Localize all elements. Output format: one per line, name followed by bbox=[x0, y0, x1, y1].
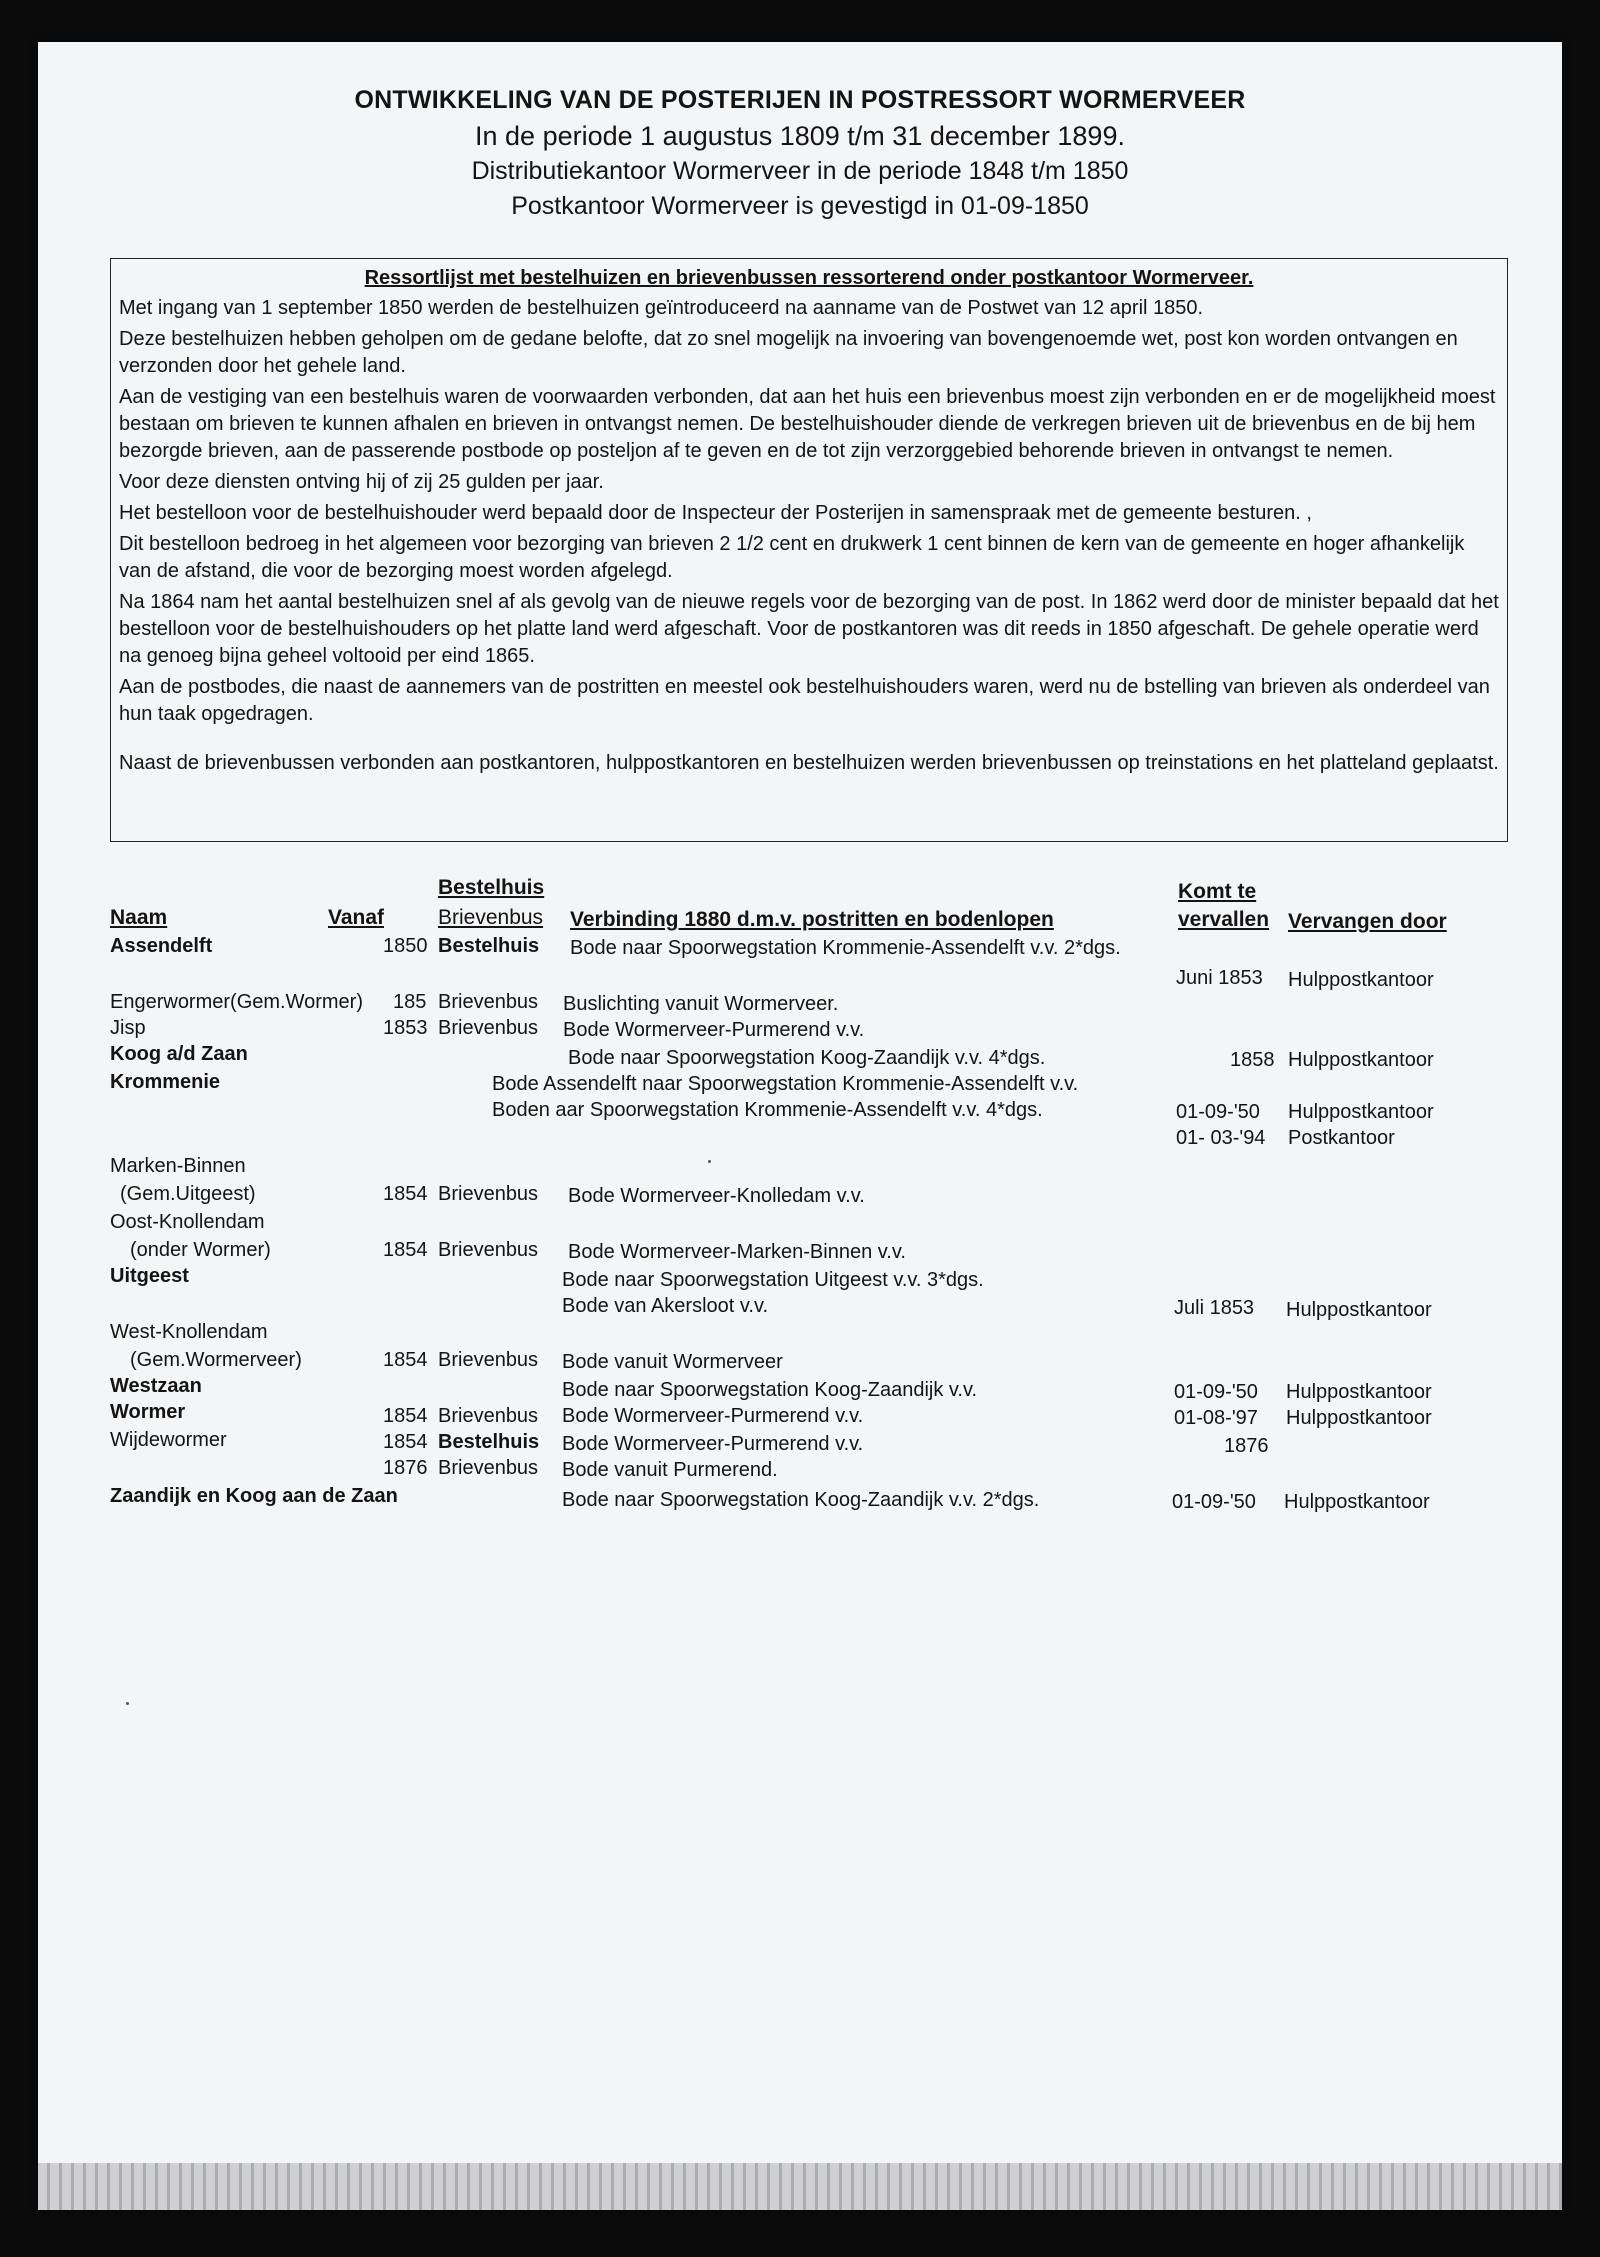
row-type: Brievenbus bbox=[438, 1017, 539, 1039]
row-vervangen: Postkantoor bbox=[1288, 1127, 1395, 1149]
row-naam-sub: (onder Wormer) bbox=[130, 1239, 271, 1261]
row-komt: 1876 bbox=[1224, 1435, 1269, 1457]
header-type-bottom: Brievenbus bbox=[438, 906, 544, 929]
row-naam: Oost-Knollendam bbox=[110, 1211, 265, 1233]
intro-paragraph: Dit bestelloon bedroeg in het algemeen voor bezorging van brieven 2 1/2 cent en drukwerk 1 cent binnen de kern van de gemeente en hoger afhankelijk van de afstand, die voor de bezorging moest worden afgelegd. bbox=[119, 533, 1465, 582]
row-vervangen: Hulppostkantoor bbox=[1288, 969, 1434, 991]
row-type: Brievenbus bbox=[438, 991, 539, 1013]
page-subtitle-postkantoor: Postkantoor Wormerveer is gevestigd in 01-09-1850 bbox=[511, 192, 1089, 220]
intro-paragraph: Voor deze diensten ontving hij of zij 25 gulden per jaar. bbox=[119, 471, 604, 493]
row-verbinding: Bode van Akersloot v.v. bbox=[562, 1295, 769, 1317]
row-komt: 01- 03-'94 bbox=[1176, 1127, 1266, 1149]
row-vanaf: 185 bbox=[393, 991, 427, 1013]
header-naam: Naam bbox=[110, 906, 168, 929]
page-title: ONTWIKKELING VAN DE POSTERIJEN IN POSTRESSORT WORMERVEER bbox=[354, 86, 1246, 114]
row-vervangen: Hulppostkantoor bbox=[1288, 1101, 1434, 1123]
row-komt: Juli 1853 bbox=[1174, 1297, 1255, 1319]
header-verbinding: Verbinding 1880 d.m.v. postritten en bodenlopen bbox=[570, 908, 1054, 931]
row-verbinding: Bode naar Spoorwegstation Koog-Zaandijk v.v. 2*dgs. bbox=[562, 1489, 1040, 1511]
page-subtitle-distributiekantoor: Distributiekantoor Wormerveer in de periode 1848 t/m 1850 bbox=[471, 157, 1129, 185]
page bbox=[38, 42, 1562, 2162]
intro-paragraph: Deze bestelhuizen hebben geholpen om de gedane belofte, dat zo snel mogelijk na invoering van bovengenoemde wet, post kon worden ontvangen en verzonden door het gehele land. bbox=[119, 328, 1458, 377]
intro-paragraph: Aan de postbodes, die naast de aannemers van de postritten en meestel ook bestelhuishouders waren, werd nu de bstelling van brieven als onderdeel van hun taak opgedragen. bbox=[119, 676, 1490, 725]
row-komt: 1858 bbox=[1230, 1049, 1275, 1071]
row-naam: Marken-Binnen bbox=[110, 1155, 246, 1177]
row-type: Bestelhuis bbox=[438, 1431, 540, 1453]
row-verbinding: Bode naar Spoorwegstation Koog-Zaandijk v.v. bbox=[562, 1379, 978, 1401]
row-verbinding: Bode vanuit Purmerend. bbox=[562, 1459, 778, 1481]
row-verbinding: Boden aar Spoorwegstation Krommenie-Assendelft v.v. 4*dgs. bbox=[492, 1099, 1043, 1121]
row-vanaf: 1876 bbox=[383, 1457, 428, 1479]
binder-edge bbox=[38, 2163, 1562, 2210]
header-komt-top: Komt te bbox=[1178, 880, 1257, 903]
row-naam: Westzaan bbox=[110, 1375, 202, 1397]
row-komt: 01-08-'97 bbox=[1174, 1407, 1258, 1429]
row-verbinding: Bode naar Spoorwegstation Koog-Zaandijk v.v. 4*dgs. bbox=[568, 1047, 1046, 1069]
row-verbinding: Bode Wormerveer-Purmerend v.v. bbox=[562, 1405, 864, 1427]
row-komt: 01-09-'50 bbox=[1174, 1381, 1258, 1403]
row-type: Brievenbus bbox=[438, 1349, 539, 1371]
header-vanaf: Vanaf bbox=[328, 906, 385, 929]
row-naam: Uitgeest bbox=[110, 1265, 189, 1287]
row-vervangen: Hulppostkantoor bbox=[1286, 1299, 1432, 1321]
row-vanaf: 1853 bbox=[383, 1017, 428, 1039]
row-komt: 01-09-'50 bbox=[1176, 1101, 1260, 1123]
row-vanaf: 1854 bbox=[383, 1405, 428, 1427]
row-verbinding: Bode Assendelft naar Spoorwegstation Krommenie-Assendelft v.v. bbox=[492, 1073, 1079, 1095]
row-naam: Assendelft bbox=[110, 935, 213, 957]
speck-mark bbox=[708, 1160, 711, 1163]
intro-paragraph: Aan de vestiging van een bestelhuis waren de voorwaarden verbonden, dat aan het huis een brievenbus moest zijn verbonden en er de mogelijkheid moest bestaan om brieven te kunnen afhalen en brieven in ontvangst nemen. De bestelhuishouder diende de verkregen brieven uit de brievenbus en de bij hem bezorgde brieven, aan de passerende postbode op posteljon af te geven en de tot zijn verzorggebied behorende brieven in ontvangst te nemen. bbox=[119, 386, 1496, 462]
row-vanaf: 1850 bbox=[383, 935, 428, 957]
header-vervangen: Vervangen door bbox=[1288, 910, 1447, 933]
row-naam: Wormer bbox=[110, 1401, 186, 1423]
row-vervangen: Hulppostkantoor bbox=[1284, 1491, 1430, 1513]
row-komt: 01-09-'50 bbox=[1172, 1491, 1256, 1513]
row-verbinding: Buslichting vanuit Wormerveer. bbox=[563, 993, 839, 1015]
row-vervangen: Hulppostkantoor bbox=[1288, 1049, 1434, 1071]
row-verbinding: Bode Wormerveer-Purmerend v.v. bbox=[563, 1019, 865, 1041]
speck-mark bbox=[126, 1702, 129, 1705]
ressort-table bbox=[38, 42, 1562, 2162]
row-vanaf: 1854 bbox=[383, 1349, 428, 1371]
row-type: Brievenbus bbox=[438, 1183, 539, 1205]
row-type: Brievenbus bbox=[438, 1405, 539, 1427]
row-naam-sub: (Gem.Uitgeest) bbox=[120, 1183, 256, 1205]
row-verbinding: Bode Wormerveer-Purmerend v.v. bbox=[562, 1433, 864, 1455]
row-naam-sub: (Gem.Wormerveer) bbox=[130, 1349, 302, 1371]
row-verbinding: Bode Wormerveer-Marken-Binnen v.v. bbox=[568, 1241, 906, 1263]
row-komt: Juni 1853 bbox=[1176, 967, 1263, 989]
row-type: Brievenbus bbox=[438, 1457, 539, 1479]
intro-paragraph: Met ingang van 1 september 1850 werden de bestelhuizen geïntroduceerd na aanname van de Postwet van 12 april 1850. bbox=[119, 297, 1204, 319]
row-vervangen: Hulppostkantoor bbox=[1286, 1407, 1432, 1429]
row-naam: Wijdewormer bbox=[110, 1429, 227, 1451]
page-subtitle-period: In de periode 1 augustus 1809 t/m 31 december 1899. bbox=[475, 121, 1125, 151]
intro-paragraph: Naast de brievenbussen verbonden aan postkantoren, hulppostkantoren en bestelhuizen werden brievenbussen op treinstations en het platteland geplaatst. bbox=[119, 752, 1499, 774]
row-naam: Engerwormer(Gem.Wormer) bbox=[110, 991, 363, 1013]
intro-title: Ressortlijst met bestelhuizen en brievenbussen ressorterend onder postkantoor Wormerveer. bbox=[364, 267, 1254, 289]
row-naam: Zaandijk en Koog aan de Zaan bbox=[110, 1485, 398, 1507]
row-naam: Koog a/d Zaan bbox=[110, 1043, 248, 1065]
row-verbinding: Bode vanuit Wormerveer bbox=[562, 1351, 783, 1373]
row-type: Brievenbus bbox=[438, 1239, 539, 1261]
intro-paragraph: Na 1864 nam het aantal bestelhuizen snel af als gevolg van de nieuwe regels voor de bezorging van de post. In 1862 werd door de minister bepaald dat het bestelloon voor de bestelhuishouders op het platte land werd afgeschaft. Voor de postkantoren was dit reeds in 1850 afgeschaft. De gehele operatie werd na genoeg bijna geheel voltooid per eind 1865. bbox=[119, 591, 1499, 667]
row-verbinding: Bode naar Spoorwegstation Krommenie-Assendelft v.v. 2*dgs. bbox=[570, 937, 1121, 959]
intro-paragraph: Het bestelloon voor de bestelhuishouder werd bepaald door de Inspecteur der Posterijen in samenspraak met de gemeente besturen. , bbox=[119, 502, 1312, 524]
row-verbinding: Bode Wormerveer-Knolledam v.v. bbox=[568, 1185, 865, 1207]
row-vanaf: 1854 bbox=[383, 1239, 428, 1261]
row-type: Bestelhuis bbox=[438, 935, 540, 957]
row-naam: Jisp bbox=[110, 1017, 146, 1039]
row-vanaf: 1854 bbox=[383, 1431, 428, 1453]
header-type-top: Bestelhuis bbox=[438, 876, 545, 899]
row-naam: West-Knollendam bbox=[110, 1321, 268, 1343]
row-vanaf: 1854 bbox=[383, 1183, 428, 1205]
row-verbinding: Bode naar Spoorwegstation Uitgeest v.v. 3*dgs. bbox=[562, 1269, 984, 1291]
row-naam: Krommenie bbox=[110, 1071, 221, 1093]
row-vervangen: Hulppostkantoor bbox=[1286, 1381, 1432, 1403]
header-komt-bottom: vervallen bbox=[1178, 908, 1270, 931]
